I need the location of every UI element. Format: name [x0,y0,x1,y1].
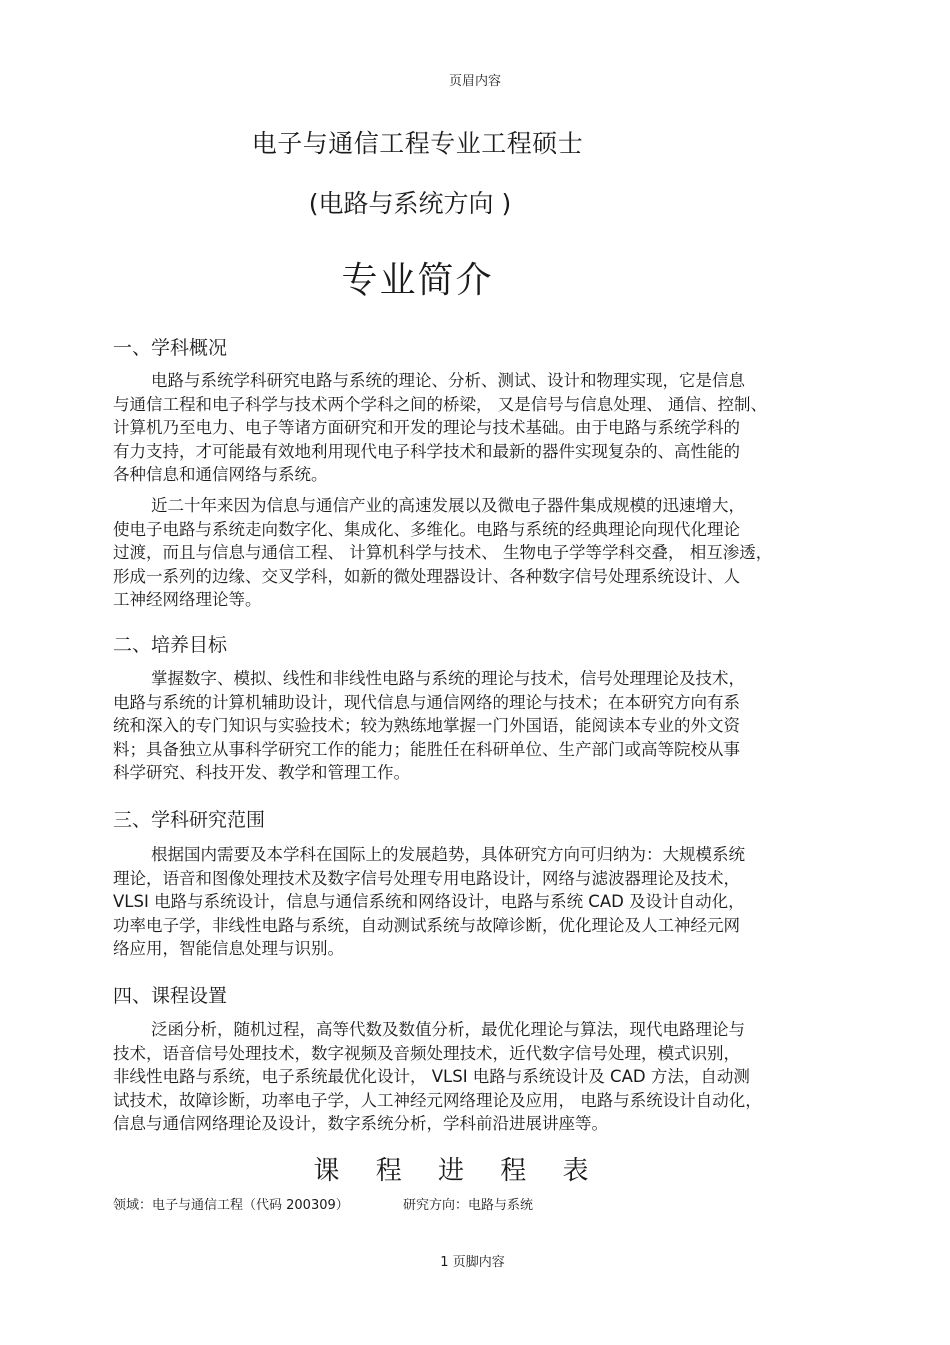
field-label: 领域：电子与通信工程（代码 200309） [113,1198,349,1213]
document-subtitle: (电路与系统方向 ) [308,189,512,218]
text-line: 与通信工程和电子科学与技术两个学科之间的桥梁， 又是信号与信息处理、 通信、控制、 [113,394,767,414]
text-line: 非线性电路与系统，电子系统最优化设计， VLSI 电路与系统设计及 CAD 方法，自动测 [113,1067,750,1086]
text-line: 过渡，而且与信息与通信工程、 计算机科学与技术、 生物电子学等学科交叠， 相互渗透， [113,543,773,562]
text-line: 料；具备独立从事科学研究工作的能力；能胜任在科研单位、生产部门或高等院校从事 [113,739,740,759]
text-line: 各种信息和通信网络与系统。 [113,465,328,484]
text-line: 电路与系统学科研究电路与系统的理论、分析、测试、设计和物理实现，它是信息 [151,371,745,390]
text-line: 计算机乃至电力、电子等诸方面研究和开发的理论与技术基础。由于电路与系统学科的 [113,418,740,437]
text-line: 理论，语音和图像处理技术及数字信号处理专用电路设计，网络与滤波器理论及技术， [113,868,740,888]
text-line: 近二十年来因为信息与通信产业的高速发展以及微电子器件集成规模的迅速增大， [151,496,745,515]
page-footer: 1 页脚内容 [440,1255,505,1270]
section-heading-overview: 一、学科概况 [113,337,228,359]
paragraph-overview-1 [113,369,838,487]
paragraph-courses [113,1018,838,1136]
text-line: 试技术，故障诊断，功率电子学，人工神经元网络理论及应用， 电路与系统设计自动化， [113,1090,762,1110]
paragraph-overview-2 [113,494,838,612]
text-line: 统和深入的专门知识与实验技术；较为熟练地掌握一门外国语，能阅读本专业的外文资 [113,716,740,735]
text-line: 络应用，智能信息处理与识别。 [113,939,344,958]
text-line: 电路与系统的计算机辅助设计，现代信息与通信网络的理论与技术；在本研究方向有系 [113,692,740,712]
text-line: 泛函分析，随机过程，高等代数及数值分析，最优化理论与算法，现代电路理论与 [151,1020,745,1039]
text-line: VLSI 电路与系统设计，信息与通信系统和网络设计，电路与系统 CAD 及设计自动化， [113,892,745,911]
section-heading-research-scope: 三、学科研究范围 [113,809,266,831]
text-line: 形成一系列的边缘、交叉学科，如新的微处理器设计、各种数字信号处理系统设计、人 [113,566,740,586]
text-line: 工神经网络理论等。 [113,590,262,609]
document-title: 电子与通信工程专业工程硕士 [251,129,584,158]
section-heading-courses: 四、课程设置 [113,985,228,1007]
paragraph-objectives [113,667,838,785]
document-heading: 专业简介 [341,260,494,301]
text-line: 科学研究、科技开发、教学和管理工作。 [113,763,410,782]
text-line: 信息与通信网络理论及设计，数字系统分析，学科前沿进展讲座等。 [113,1114,608,1133]
text-line: 使电子电路与系统走向数字化、集成化、多维化。电路与系统的经典理论向现代化理论 [113,519,740,539]
course-schedule-meta [113,1194,533,1213]
text-line: 有力支持，才可能最有效地利用现代电子科学技术和最新的器件实现复杂的、高性能的 [113,441,740,461]
research-direction-label: 研究方向：电路与系统 [403,1198,534,1213]
text-line: 掌握数字、模拟、线性和非线性电路与系统的理论与技术，信号处理理论及技术， [151,669,745,688]
paragraph-research-scope [113,843,838,961]
course-schedule-title: 课 程 进 程 表 [313,1156,603,1186]
text-line: 技术，语音信号处理技术，数字视频及音频处理技术，近代数字信号处理，模式识别， [113,1043,740,1063]
section-heading-objectives: 二、培养目标 [113,634,228,656]
text-line: 功率电子学，非线性电路与系统，自动测试系统与故障诊断，优化理论及人工神经元网 [113,915,740,935]
text-line: 根据国内需要及本学科在国际上的发展趋势，具体研究方向可归纳为：大规模系统 [151,845,745,864]
page-header: 页眉内容 [448,74,501,89]
